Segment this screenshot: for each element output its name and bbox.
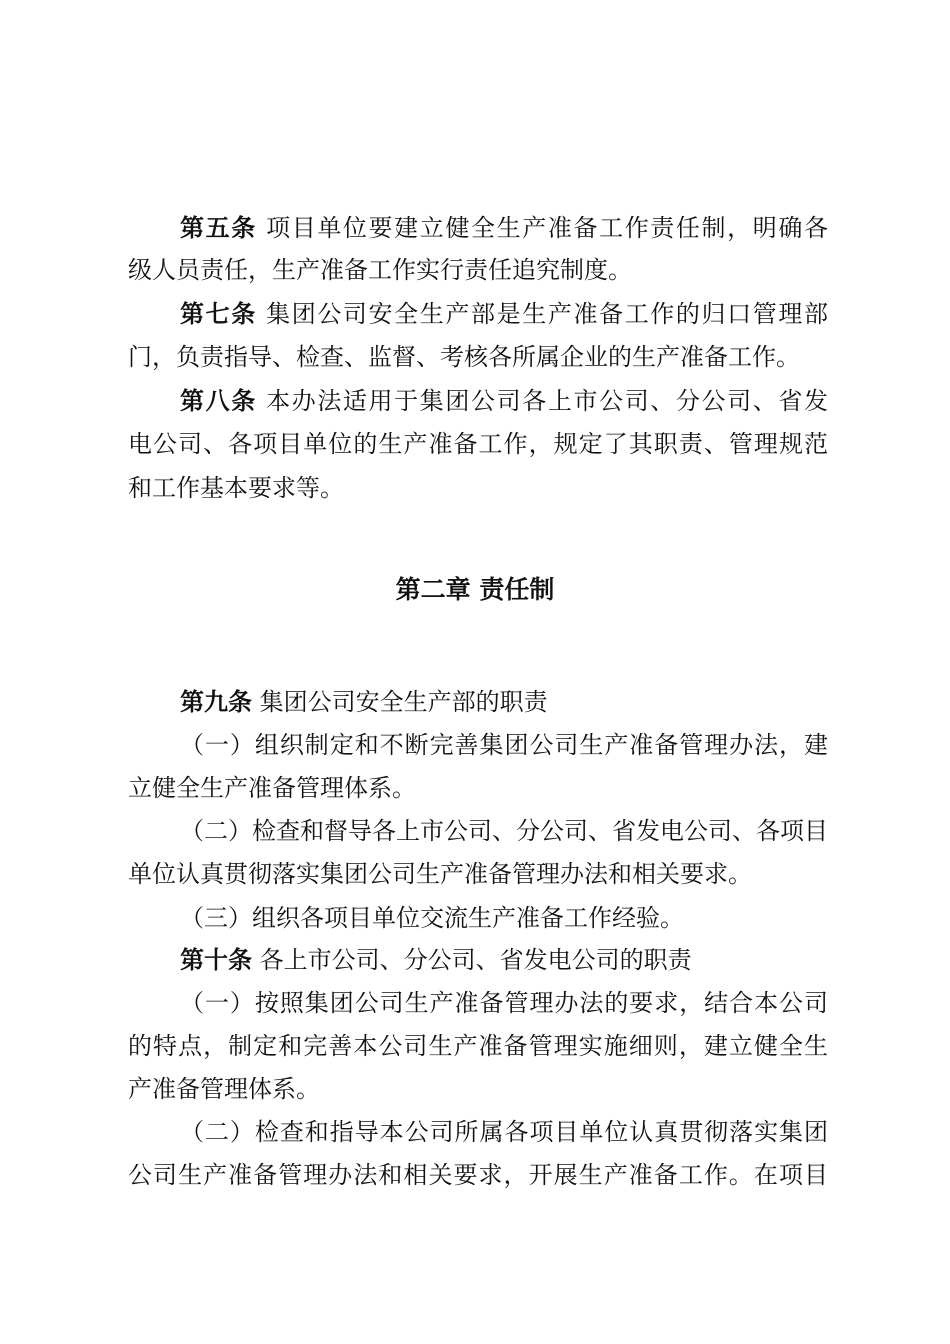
article-9-item-2-line-1: （二）检查和督导各上市公司、分公司、省发电公司、各项目 bbox=[180, 817, 828, 845]
article-10-item-1-line-1: （一）按照集团公司生产准备管理办法的要求，结合本公司 bbox=[180, 989, 828, 1017]
article-8-label: 第八条 bbox=[180, 387, 257, 415]
article-9-item-3-line-1: （三）组织各项目单位交流生产准备工作经验。 bbox=[180, 904, 684, 932]
article-10-item-2-line-2: 公司生产准备管理办法和相关要求，开展生产准备工作。在项目 bbox=[128, 1161, 828, 1189]
article-10-label: 第十条 bbox=[180, 946, 252, 974]
article-10-item-2-line-1: （二）检查和指导本公司所属各项目单位认真贯彻落实集团 bbox=[180, 1118, 828, 1146]
article-10-text-1: 各上市公司、分公司、省发电公司的职责 bbox=[259, 946, 692, 974]
article-9-item-1-line-2: 立健全生产准备管理体系。 bbox=[128, 774, 416, 802]
article-8-line-1 bbox=[180, 381, 828, 421]
article-7-text-1: 集团公司安全生产部是生产准备工作的归口管理部 bbox=[266, 300, 828, 328]
article-7-line-1 bbox=[180, 294, 828, 334]
article-7-label: 第七条 bbox=[180, 300, 257, 328]
article-10-item-1-line-3: 产准备管理体系。 bbox=[128, 1075, 320, 1103]
article-7-line-2: 门，负责指导、检查、监督、考核各所属企业的生产准备工作。 bbox=[128, 343, 800, 371]
article-9-item-2-line-2: 单位认真贯彻落实集团公司生产准备管理办法和相关要求。 bbox=[128, 860, 752, 888]
article-8-line-3: 和工作基本要求等。 bbox=[128, 474, 344, 502]
article-5-line-2: 级人员责任，生产准备工作实行责任追究制度。 bbox=[128, 256, 632, 284]
article-5-label: 第五条 bbox=[180, 214, 257, 242]
article-9-text-1: 集团公司安全生产部的职责 bbox=[259, 688, 548, 716]
article-8-line-2: 电公司、各项目单位的生产准备工作，规定了其职责、管理规范 bbox=[128, 430, 828, 458]
article-8-text-1: 本办法适用于集团公司各上市公司、分公司、省发 bbox=[266, 387, 828, 415]
article-10-item-1-line-2: 的特点，制定和完善本公司生产准备管理实施细则，建立健全生 bbox=[128, 1032, 828, 1060]
article-9-item-1-line-1: （一）组织制定和不断完善集团公司生产准备管理办法，建 bbox=[180, 731, 828, 759]
article-5-line-1 bbox=[180, 208, 828, 248]
article-5-text-1: 项目单位要建立健全生产准备工作责任制，明确各 bbox=[266, 214, 828, 242]
article-9-label: 第九条 bbox=[180, 688, 252, 716]
article-10-line-1 bbox=[180, 940, 828, 980]
chapter-2-heading: 第二章 责任制 bbox=[395, 575, 555, 604]
article-9-line-1 bbox=[180, 682, 828, 722]
